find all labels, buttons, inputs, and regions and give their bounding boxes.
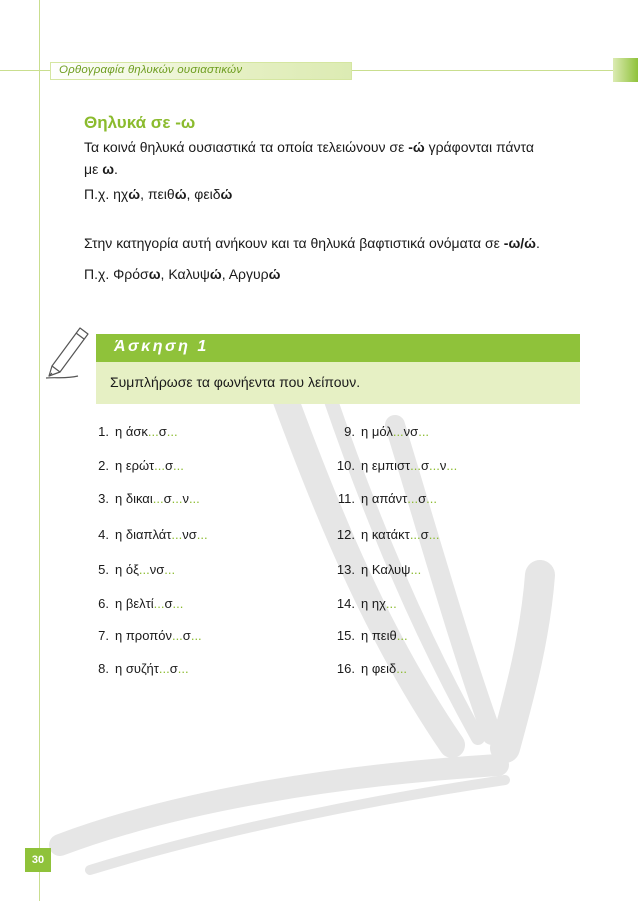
example-word-stem: Καλυψ	[168, 266, 210, 282]
example-line-1	[84, 183, 604, 205]
blank-dots[interactable]: ...	[171, 628, 183, 643]
item-text: σ	[421, 458, 430, 473]
item-number: 12.	[336, 527, 355, 542]
exercise-item-11[interactable]	[333, 491, 437, 506]
item-number: 14.	[336, 596, 355, 611]
blank-dots[interactable]: ...	[158, 661, 170, 676]
blank-dots[interactable]: ...	[196, 527, 208, 542]
exercise-item-16[interactable]	[333, 661, 407, 676]
item-text: η πειθ	[361, 628, 397, 643]
exercise-item-12[interactable]	[333, 527, 440, 542]
blank-dots[interactable]: ...	[147, 424, 159, 439]
item-number: 16.	[336, 661, 355, 676]
item-text: νσ	[403, 424, 419, 439]
example-word-ending: ω	[148, 266, 161, 282]
item-text: η Καλυψ	[361, 562, 411, 577]
blank-dots[interactable]: ...	[190, 628, 202, 643]
item-text: σ	[163, 491, 172, 506]
exercise-item-10[interactable]	[333, 458, 457, 473]
item-text: η άσκ	[115, 424, 148, 439]
blank-dots[interactable]: ...	[172, 596, 184, 611]
item-text: σ	[182, 628, 191, 643]
pencil-icon	[44, 320, 96, 382]
item-text: η μόλ	[361, 424, 393, 439]
blank-dots[interactable]: ...	[426, 491, 438, 506]
item-number: 9.	[344, 424, 355, 439]
exercise-title-bar	[96, 334, 580, 362]
exercise-item-14[interactable]	[333, 596, 397, 611]
blank-dots[interactable]: ...	[171, 527, 183, 542]
item-number: 7.	[98, 628, 109, 643]
blank-dots[interactable]: ...	[409, 527, 421, 542]
rule-ending: -ώ	[408, 139, 425, 155]
exercise-item-15[interactable]	[333, 628, 408, 643]
item-text: η προπόν	[115, 628, 172, 643]
item-text: νσ	[149, 562, 165, 577]
item-number: 4.	[98, 527, 109, 542]
exercise-item-7[interactable]	[87, 628, 202, 643]
item-text: η συζήτ	[115, 661, 159, 676]
blank-dots[interactable]: ...	[396, 661, 408, 676]
section-heading: Θηλυκά σε -ω	[84, 113, 196, 132]
example-word-ending: ώ	[220, 186, 233, 202]
blank-dots[interactable]: ...	[177, 661, 189, 676]
example-word-ending: ώ	[268, 266, 281, 282]
example-line-2	[84, 263, 604, 285]
rule-text-end: γράφονται πάντα	[424, 139, 534, 155]
example-separator: ,	[221, 266, 229, 282]
item-text: η εμπιστ	[361, 458, 411, 473]
item-text: η βελτί	[115, 596, 154, 611]
item-number: 5.	[98, 562, 109, 577]
exercise-box	[96, 334, 580, 404]
blank-dots[interactable]: ...	[407, 491, 419, 506]
blank-dots[interactable]: ...	[153, 596, 165, 611]
item-text: σ	[164, 458, 174, 473]
blank-dots[interactable]: ...	[396, 628, 408, 643]
item-text: ν	[439, 458, 447, 473]
names-period: .	[536, 235, 540, 251]
item-text: σ	[164, 596, 173, 611]
item-text: η διαπλάτ	[115, 527, 172, 542]
item-number: 11.	[337, 491, 355, 506]
example-word-stem: Φρόσ	[113, 266, 149, 282]
page-number: 30	[25, 848, 51, 872]
item-number: 2.	[98, 458, 109, 473]
margin-vertical-line	[39, 0, 40, 901]
exercise-item-5[interactable]	[87, 562, 175, 577]
blank-dots[interactable]: ...	[410, 458, 421, 473]
exercise-item-6[interactable]	[87, 596, 183, 611]
blank-dots[interactable]: ...	[138, 562, 150, 577]
rule-text: Τα κοινά θηλυκά ουσιαστικά τα οποία τελειώνουν σε	[84, 139, 409, 155]
rule-text-2: με	[84, 161, 103, 177]
blank-dots[interactable]: ...	[166, 424, 178, 439]
item-text: η όξ	[115, 562, 139, 577]
item-text: σ	[158, 424, 167, 439]
exercise-item-1[interactable]	[87, 424, 178, 439]
item-text: νσ	[182, 527, 197, 542]
blank-dots[interactable]: ...	[392, 424, 404, 439]
item-number: 6.	[98, 596, 109, 611]
names-ending: -ω/ώ	[503, 235, 537, 251]
blank-dots[interactable]: ...	[171, 491, 183, 506]
blank-dots[interactable]: ...	[154, 458, 165, 473]
item-number: 3.	[98, 491, 109, 506]
blank-dots[interactable]: ...	[428, 527, 440, 542]
item-text: η φειδ	[361, 661, 397, 676]
item-number: 10.	[336, 458, 355, 473]
exercise-instruction-bar	[96, 362, 580, 404]
example-prefix: Π.χ.	[84, 186, 114, 202]
header-title: Ορθογραφία θηλυκών ουσιαστικών	[59, 64, 243, 76]
example-separator: ,	[160, 266, 169, 282]
blank-dots[interactable]: ...	[410, 562, 422, 577]
example-word-stem: πειθ	[147, 186, 175, 202]
example-word-ending: ώ	[174, 186, 187, 202]
blank-dots[interactable]: ...	[152, 491, 164, 506]
names-text: Στην κατηγορία αυτή ανήκουν και τα θηλυκά βαφτιστικά ονόματα σε	[84, 235, 504, 251]
exercise-item-2[interactable]	[87, 458, 184, 473]
item-text: η απάντ	[361, 491, 408, 506]
item-text: σ	[169, 661, 178, 676]
item-number: 13.	[336, 562, 355, 577]
names-paragraph	[84, 232, 604, 254]
item-text: η κατάκτ	[361, 527, 410, 542]
rule-paragraph	[84, 136, 604, 180]
rule-period: .	[114, 161, 118, 177]
example-word-stem: φειδ	[194, 186, 221, 202]
blank-dots[interactable]: ...	[188, 491, 200, 506]
rule-letter: ω	[102, 161, 115, 177]
example-word-stem: ηχ	[113, 186, 129, 202]
exercise-item-8[interactable]	[87, 661, 189, 676]
exercise-title: Άσκηση 1	[114, 338, 209, 355]
blank-dots[interactable]: ...	[173, 458, 184, 473]
exercise-item-9[interactable]	[333, 424, 429, 439]
blank-dots[interactable]: ...	[418, 424, 430, 439]
item-text: σ	[420, 527, 429, 542]
example-separator: ,	[140, 186, 148, 202]
example-word-ending: ώ	[128, 186, 141, 202]
item-text: σ	[418, 491, 427, 506]
exercise-instruction: Συμπλήρωσε τα φωνήεντα που λείπουν.	[110, 374, 361, 390]
exercise-item-4[interactable]	[87, 527, 208, 542]
item-text: η ηχ	[361, 596, 386, 611]
exercise-item-3[interactable]	[87, 491, 200, 506]
example-word-stem: Αργυρ	[228, 266, 269, 282]
example-word-ending: ώ	[209, 266, 222, 282]
header-accent-block	[613, 58, 638, 82]
item-number: 15.	[336, 628, 355, 643]
example-separator: ,	[186, 186, 195, 202]
item-text: ν	[182, 491, 189, 506]
exercise-item-13[interactable]	[333, 562, 421, 577]
item-number: 8.	[98, 661, 109, 676]
item-number: 1.	[98, 424, 109, 439]
item-text: η δικαι	[115, 491, 153, 506]
item-text: η ερώτ	[115, 458, 155, 473]
blank-dots[interactable]: ...	[446, 458, 458, 473]
blank-dots[interactable]: ...	[429, 458, 440, 473]
example-prefix: Π.χ.	[84, 266, 114, 282]
blank-dots[interactable]: ...	[164, 562, 176, 577]
blank-dots[interactable]: ...	[385, 596, 397, 611]
